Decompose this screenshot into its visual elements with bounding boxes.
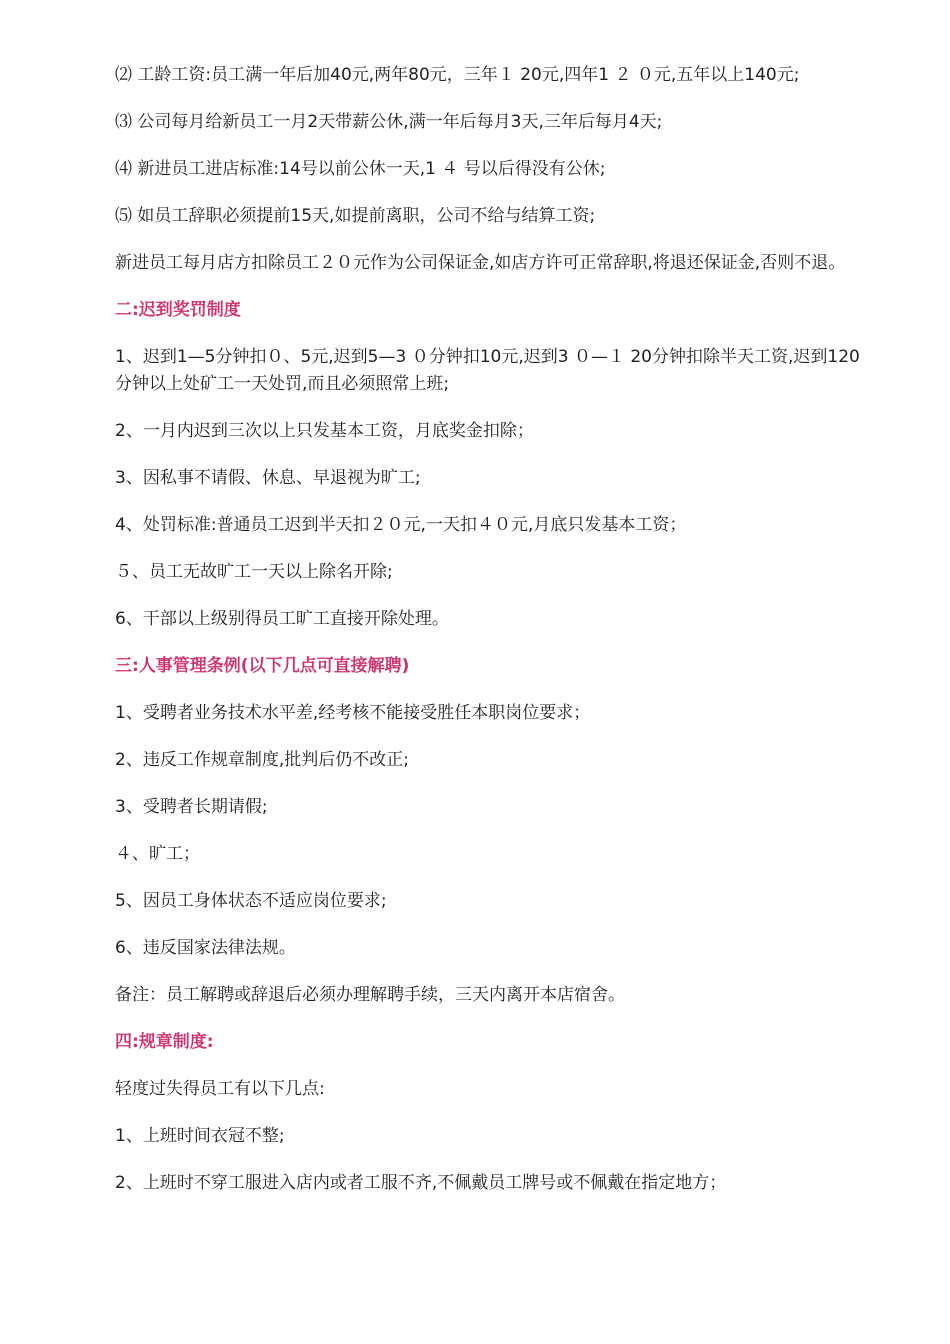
list-item-lateness-2: 2、一月内迟到三次以上只发基本工资，月底奖金扣除； [115, 421, 534, 441]
list-item-rules-2: 2、上班时不穿工服进入店内或者工服不齐,不佩戴员工牌号或不佩戴在指定地方； [115, 1173, 727, 1193]
paragraph-paid-leave: ⑶ 公司每月给新员工一月2天带薪公休,满一年后每月3天,三年后每月4天; [115, 112, 663, 132]
section-heading-lateness: 二:迟到奖罚制度 [115, 300, 241, 320]
list-item-rules-1: 1、上班时间衣冠不整; [115, 1126, 285, 1146]
list-item-personnel-1: 1、受聘者业务技术水平差,经考核不能接受胜任本职岗位要求； [115, 703, 591, 723]
list-item-lateness-5: ５、员工无故旷工一天以上除名开除; [115, 562, 393, 582]
list-item-lateness-6: 6、干部以上级别得员工旷工直接开除处理。 [115, 609, 449, 629]
paragraph-new-employee-standard: ⑷ 新进员工进店标准:14号以前公休一天,1 ４ 号以后得没有公休; [115, 159, 606, 179]
list-item-personnel-2: 2、违反工作规章制度,批判后仍不改正; [115, 750, 409, 770]
list-item-lateness-1: 1、迟到1—5分钟扣０、5元,迟到5—3 ０分钟扣10元,迟到3 ０—１ 20分钟扣除半天工资,迟到120分钟以上处矿工一天处罚,而且必须照常上班; [115, 347, 860, 394]
paragraph-deposit: 新进员工每月店方扣除员工２０元作为公司保证金,如店方许可正常辞职,将退还保证金,否则不退。 [115, 253, 846, 273]
list-item-personnel-6: 6、违反国家法律法规。 [115, 938, 296, 958]
list-item-personnel-4: ４、旷工； [115, 844, 200, 864]
section-heading-rules: 四:规章制度: [115, 1032, 214, 1052]
list-item-lateness-3: 3、因私事不请假、休息、早退视为旷工; [115, 468, 421, 488]
paragraph-seniority-pay: ⑵ 工龄工资:员工满一年后加40元,两年80元，三年１ 20元,四年1 ２ ０元,五年以上140元; [115, 65, 800, 85]
document-page [115, 62, 860, 1217]
list-item-personnel-3: 3、受聘者长期请假; [115, 797, 268, 817]
section-heading-personnel: 三:人事管理条例(以下几点可直接解聘) [115, 656, 410, 676]
paragraph-remark: 备注：员工解聘或辞退后必须办理解聘手续，三天内离开本店宿舍。 [115, 985, 625, 1005]
list-item-lateness-4: 4、处罚标准:普通员工迟到半天扣２０元,一天扣４０元,月底只发基本工资； [115, 515, 687, 535]
list-item-personnel-5: 5、因员工身体状态不适应岗位要求; [115, 891, 387, 911]
paragraph-minor-faults-intro: 轻度过失得员工有以下几点: [115, 1079, 325, 1099]
paragraph-resignation-notice: ⑸ 如员工辞职必须提前15天,如提前离职，公司不给与结算工资; [115, 206, 596, 226]
